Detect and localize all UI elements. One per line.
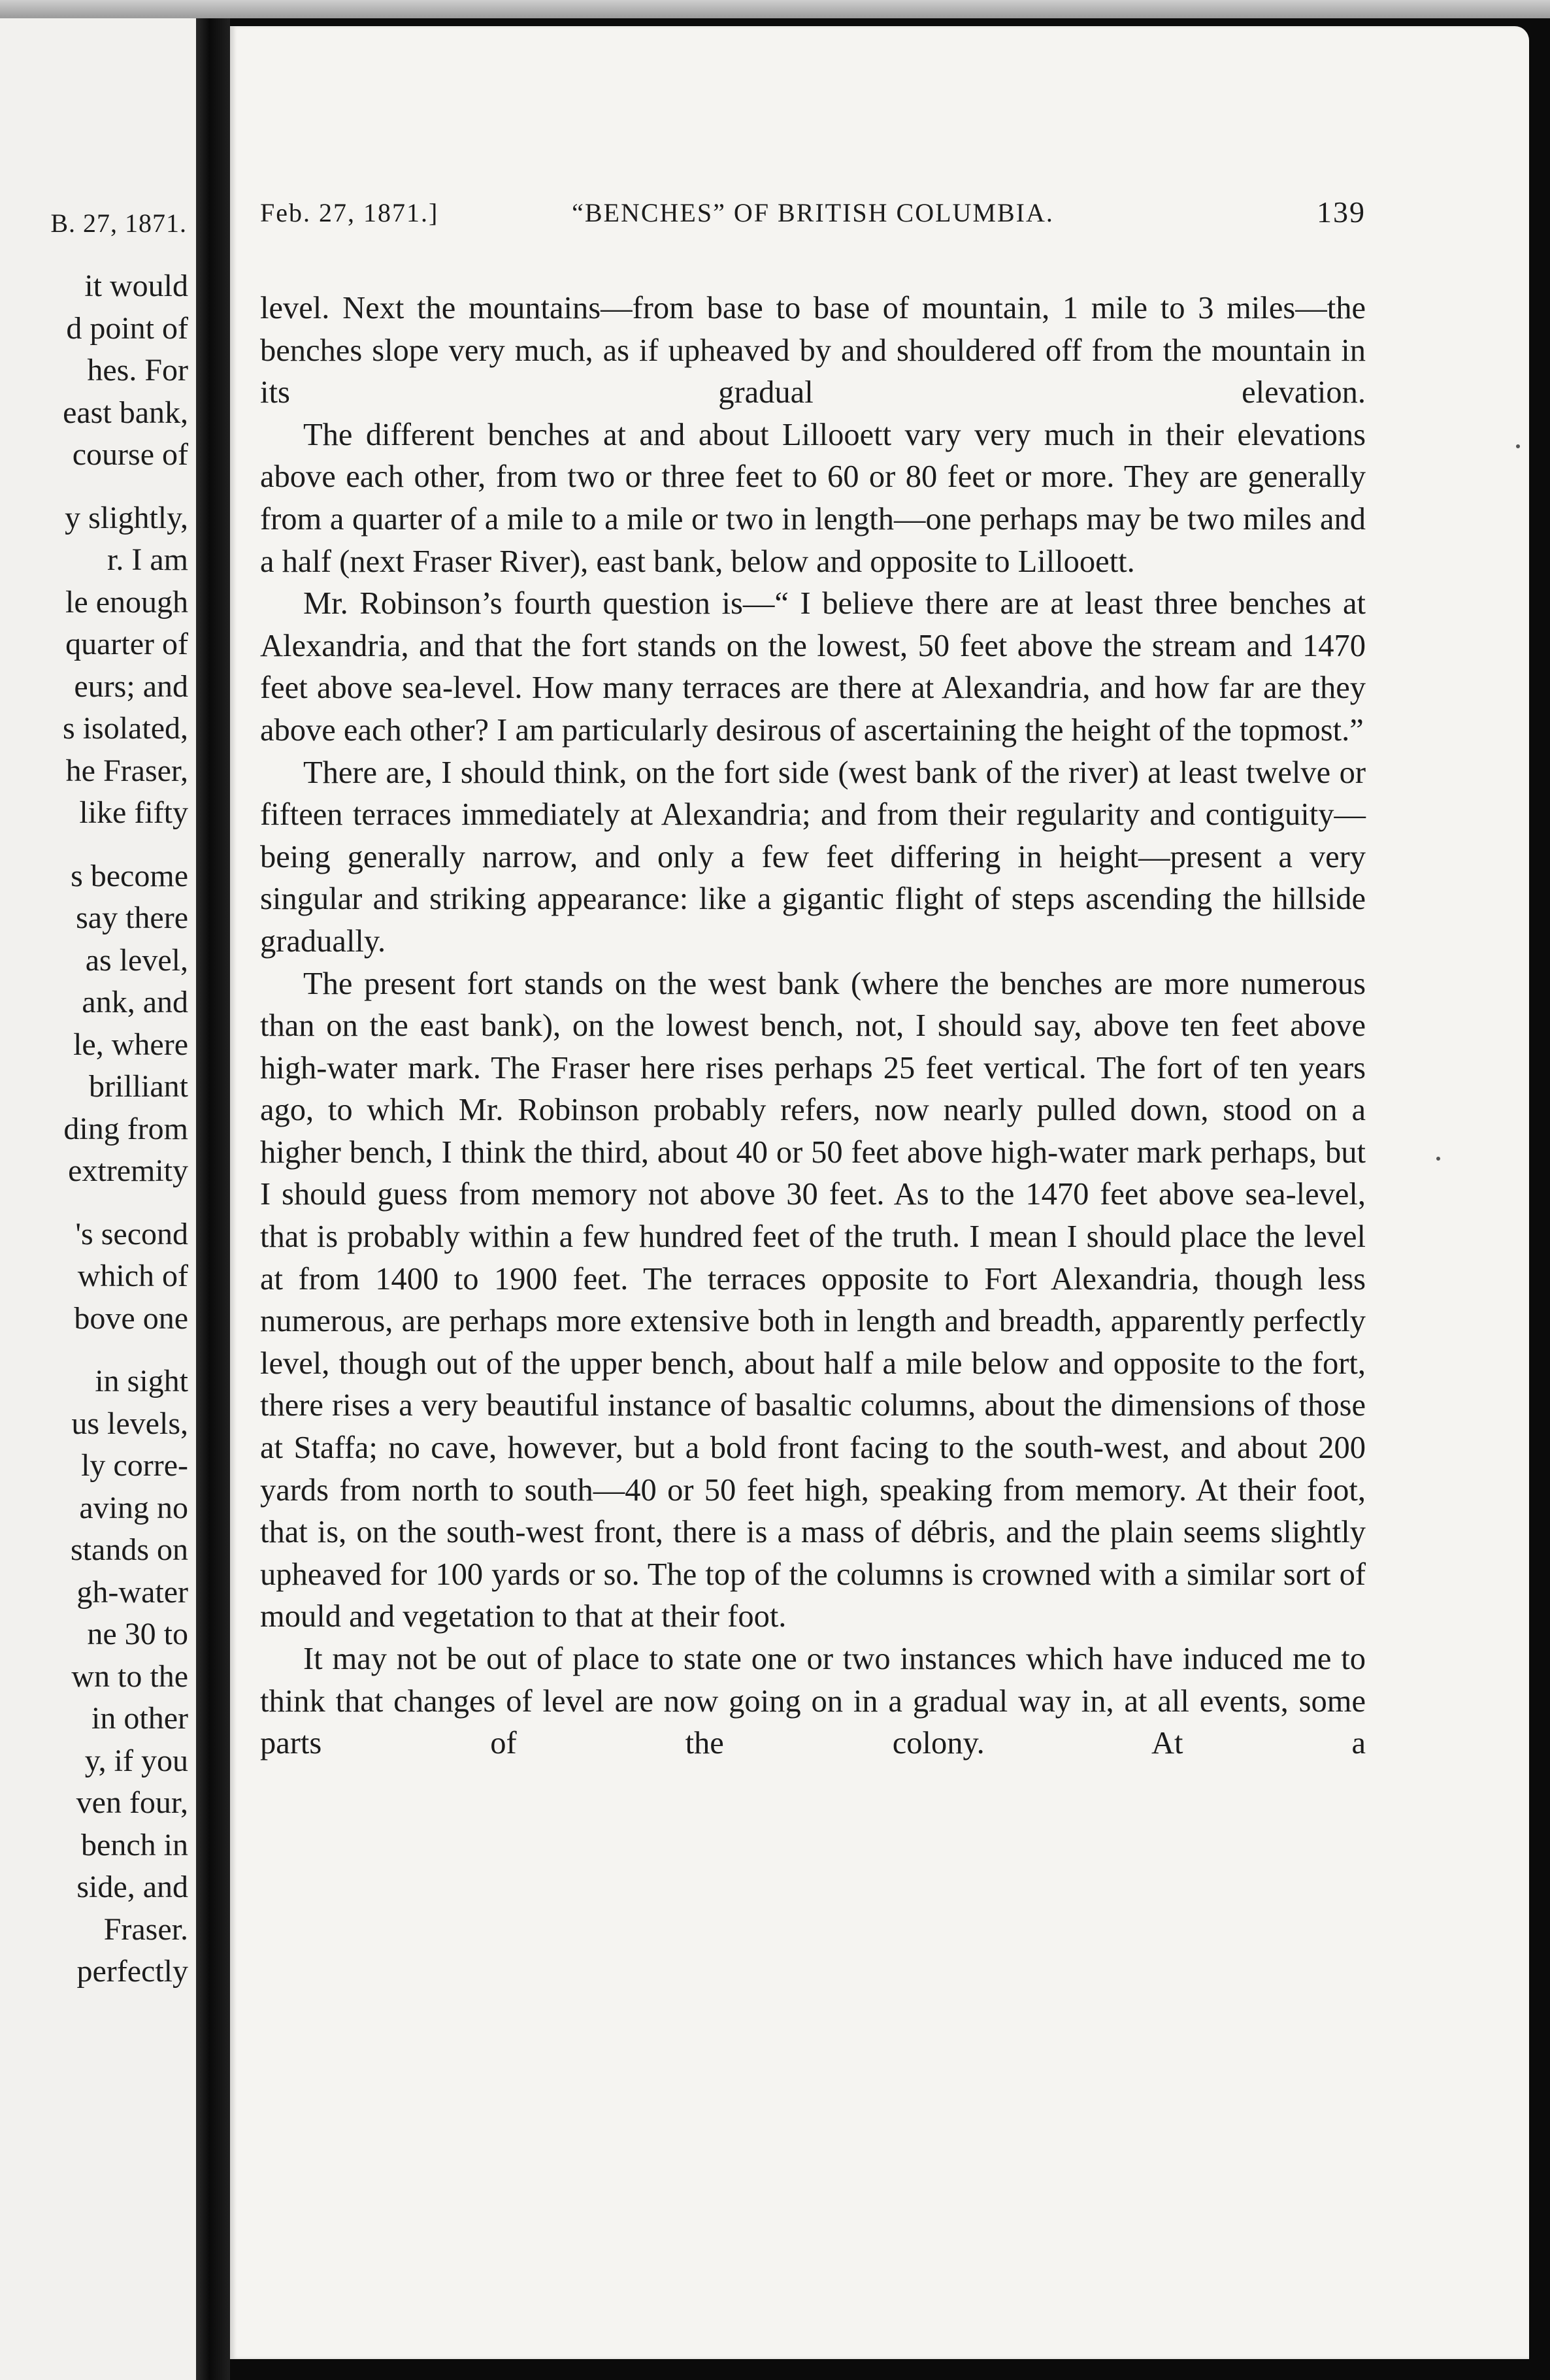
page-number: 139 bbox=[1317, 195, 1366, 229]
margin-speck bbox=[1516, 444, 1520, 448]
previous-page-line: le enough bbox=[65, 584, 188, 620]
previous-page-line: ven four, bbox=[76, 1785, 188, 1820]
previous-page-line: perfectly bbox=[76, 1954, 188, 1989]
page bbox=[230, 26, 1529, 2359]
previous-page-line: brilliant bbox=[89, 1069, 188, 1104]
previous-page-line: le, where bbox=[73, 1027, 188, 1062]
previous-page-line: bench in bbox=[81, 1827, 188, 1862]
paragraph-4: There are, I should think, on the fort side (west bank of the river) at least twelve or fifteen terraces immediately at Alexandria; and from their regularity and contiguity—being generally narrow, and only a few feet differing in height—present a very singular and striking appearance: like a gigantic flight of steps ascending the hillside gradually. bbox=[260, 755, 1366, 959]
previous-page-line: eurs; and bbox=[74, 669, 188, 704]
paragraph-2: The different benches at and about Lillooett vary very much in their elevations above each other, from two or three feet to 60 or 80 feet or more. They are generally from a quarter of a mile to a mile or two in length—one perhaps may be two miles and a half (next Fraser River), east bank, below and opposite to Lillooett. bbox=[260, 417, 1366, 579]
previous-page-line: extremity bbox=[68, 1153, 188, 1188]
previous-page-line: hes. For bbox=[87, 353, 188, 388]
previous-page-line: s become bbox=[71, 858, 188, 893]
previous-page-line: ly corre- bbox=[81, 1448, 188, 1483]
paragraph-1: level. Next the mountains—from base to base of mountain, 1 mile to 3 miles—the benches slope very much, as if upheaved by and shouldered off from the mountain in its gradual elevation. bbox=[260, 291, 1366, 410]
header-date: Feb. 27, 1871.] bbox=[260, 198, 439, 227]
previous-page-line: d point of bbox=[66, 310, 188, 346]
previous-page-line: us levels, bbox=[71, 1406, 188, 1441]
paragraph-6: It may not be out of place to state one or two instances which have induced me to think that changes of level are now going on in a gradual way in, at all events, some parts of the colony. At a bbox=[260, 1642, 1366, 1761]
previous-page-line: y slightly, bbox=[65, 500, 188, 535]
previous-page-line: stands on bbox=[71, 1532, 188, 1567]
previous-page-line: 's second bbox=[75, 1216, 188, 1251]
previous-page-line: ank, and bbox=[82, 985, 188, 1019]
previous-page-line: Fraser. bbox=[103, 1911, 188, 1947]
previous-page-line: course of bbox=[72, 437, 188, 472]
previous-page-running-header: B. 27, 1871. bbox=[50, 208, 187, 238]
previous-page-line: it would bbox=[84, 269, 188, 303]
previous-page-line: quarter of bbox=[65, 627, 188, 661]
previous-page-line: gh-water bbox=[76, 1574, 188, 1610]
previous-page-line: east bank, bbox=[63, 395, 188, 430]
previous-page-line: in sight bbox=[95, 1364, 188, 1398]
previous-page-line: r. I am bbox=[107, 542, 188, 577]
body-text bbox=[260, 288, 1366, 1765]
previous-page-line: like fifty bbox=[79, 795, 188, 830]
previous-page-line: ne 30 to bbox=[87, 1617, 188, 1651]
previous-page-line bbox=[0, 1193, 188, 1214]
top-edge-band bbox=[0, 0, 1550, 18]
paragraph-5: The present fort stands on the west bank (where the benches are more numerous than on the east bank), on the lowest bench, not, I should say, above ten feet above high-water mark. The Fraser here rises perhaps 25 feet vertical. The fort of ten years ago, to which Mr. Robinson probably refers, now nearly pulled down, stood on a higher bench, I think the third, about 40 or 50 feet above high-water mark perhaps, but I should guess from memory not above 30 feet. As to the 1470 feet above sea-level, that is probably within a few hundred feet of the truth. I mean I should place the level at from 1400 to 1900 feet. The terraces opposite to Fort Alexandria, though less numerous, are perhaps more extensive both in length and breadth, apparently perfectly level, though out of the upper bench, about half a mile below and opposite to the fort, there rises a very beautiful instance of basaltic columns, about the dimensions of those at Staffa; no cave, however, but a bold front facing to the south-west, and about 200 yards from north to south—40 or 50 feet high, speaking from memory. At their foot, that is, on the south-west front, there is a mass of débris, and the plain seems slightly upheaved for 100 yards or so. The top of the columns is crowned with a similar sort of mould and vegetation to that at their foot. bbox=[260, 966, 1366, 1634]
previous-page-line: as level, bbox=[85, 942, 188, 978]
margin-speck bbox=[1436, 1157, 1440, 1161]
previous-page-line bbox=[0, 835, 188, 855]
previous-page-line: wn to the bbox=[71, 1659, 188, 1694]
previous-page-line: say there bbox=[76, 901, 188, 935]
book-gutter bbox=[196, 18, 230, 2380]
previous-page-line: ding from bbox=[63, 1111, 188, 1146]
running-header bbox=[260, 197, 1366, 237]
previous-page-line bbox=[0, 476, 188, 497]
previous-page-line: in other bbox=[91, 1701, 188, 1736]
previous-page-line: bove one bbox=[74, 1300, 188, 1336]
previous-page-line: side, and bbox=[76, 1870, 188, 1904]
previous-page-text bbox=[0, 265, 188, 1993]
previous-page-line: s isolated, bbox=[63, 711, 188, 746]
previous-page-line: he Fraser, bbox=[65, 753, 188, 788]
previous-page-fragment bbox=[0, 18, 196, 2380]
previous-page-line: which of bbox=[77, 1259, 188, 1293]
previous-page-line: aving no bbox=[79, 1490, 188, 1525]
previous-page-line bbox=[0, 1340, 188, 1361]
paragraph-3: Mr. Robinson’s fourth question is—“ I believe there are at least three benches at Alexandria, and that the fort stands on the lowest, 50 feet above the stream and 1470 feet above sea-level. How many terraces are there at Alexandria, and how far are they above each other? I am particularly desirous of ascertaining the height of the topmost.” bbox=[260, 586, 1366, 748]
header-title: “BENCHES” OF BRITISH COLUMBIA. bbox=[572, 198, 1054, 227]
previous-page-line: y, if you bbox=[84, 1743, 188, 1778]
